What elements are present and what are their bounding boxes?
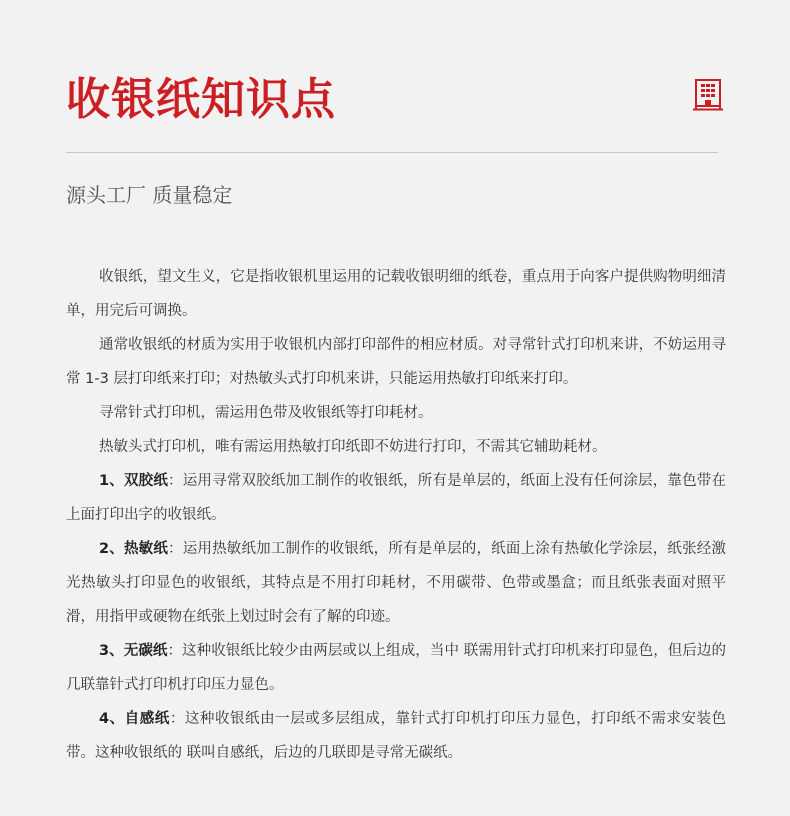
paragraph: 通常收银纸的材质为实用于收银机内部打印部件的相应材质。对寻常针式打印机来讲，不妨运用寻常 1-3 层打印纸来打印；对热敏头式打印机来讲，只能运用热敏打印纸来打印。 [66, 337, 726, 387]
item-text: ：这种收银纸由一层或多层组成，靠针式打印机打印压力显色，打印纸不需求安装色带。这种收银纸的 联叫自感纸，后边的几联即是寻常无碳纸。 [66, 711, 726, 761]
item-label: 3、无碳纸 [99, 643, 168, 659]
subtitle: 源头工厂 质量稳定 [66, 183, 233, 207]
item-label: 4、自感纸 [99, 711, 170, 727]
paragraph: 寻常针式打印机，需运用色带及收银纸等打印耗材。 [99, 405, 433, 421]
article-body [66, 260, 726, 770]
page-title: 收银纸知识点 [66, 74, 336, 125]
item-label: 2、热敏纸 [99, 541, 169, 557]
paragraph: 收银纸，望文生义，它是指收银机里运用的记载收银明细的纸卷，重点用于向客户提供购物明细清单，用完后可调换。 [66, 269, 726, 319]
item-label: 1、双胶纸 [99, 473, 169, 489]
item-text: ：运用寻常双胶纸加工制作的收银纸，所有是单层的，纸面上没有任何涂层，靠色带在上面打印出字的收银纸。 [66, 473, 726, 523]
item-text: ：运用热敏纸加工制作的收银纸，所有是单层的，纸面上涂有热敏化学涂层，纸张经激光热敏头打印显色的收银纸，其特点是不用打印耗材，不用碳带、色带或墨盒；而且纸张表面对照平滑，用指甲或硬物在纸张上划过时会有了解的印迹。 [66, 541, 726, 625]
list-item [66, 464, 726, 532]
item-text: ：这种收银纸比较少由两层或以上组成，当中 联需用针式打印机来打印显色，但后边的几联靠针式打印机打印压力显色。 [66, 643, 727, 693]
list-item [66, 634, 726, 702]
paragraph: 热敏头式打印机，唯有需运用热敏打印纸即不妨进行打印，不需其它辅助耗材。 [99, 439, 607, 455]
list-item [66, 702, 726, 770]
divider [66, 152, 718, 153]
building-icon [693, 79, 723, 111]
list-item [66, 532, 726, 634]
